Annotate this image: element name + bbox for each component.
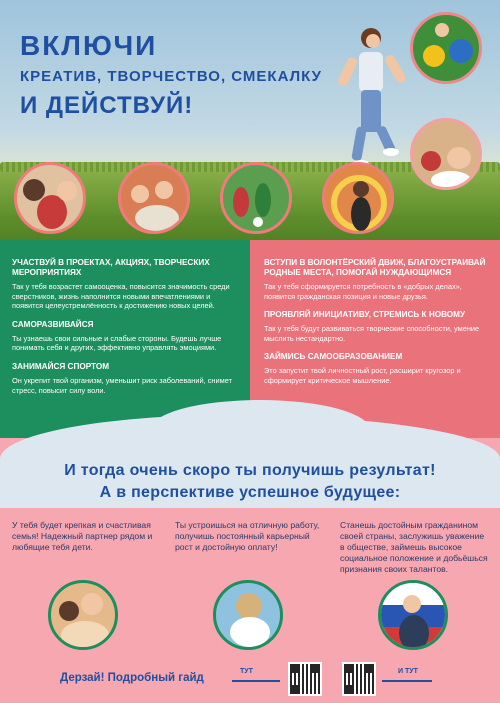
- result-citizen-text: Станешь достойным гражданином своей страны, заслужишь уважение в обществе, займешь высокое социальное положение и добьёшься признания своих талантов.: [340, 520, 488, 574]
- left-text-projects: Так у тебя возрастет самооценка, повысится значимость среди сверстников, жизнь наполнится новыми впечатлениями и появится целеустремлённость к достижению новых целей.: [12, 282, 230, 311]
- photo-students-laptop: [14, 162, 86, 234]
- result-career-text: Ты устроишься на отличную работу, получишь постоянный карьерный рост и достойную оплату!: [175, 520, 320, 552]
- qr-code-guide-1[interactable]: [288, 662, 322, 696]
- result-subheading: А в перспективе успешное будущее:: [99, 484, 401, 501]
- right-heading-selfeducation: ЗАЙМИСЬ САМООБРАЗОВАНИЕМ: [264, 352, 403, 362]
- right-text-initiative: Так у тебя будут развиваться творческие способности, умение мыслить нестандартно.: [264, 324, 480, 343]
- result-heading: И тогда очень скоро ты получишь результат!: [64, 462, 436, 479]
- arrow-left-icon: [382, 680, 432, 682]
- right-text-selfeducation: Это запустит твой личностный рост, расширит кругозор и сформирует критическое мышление.: [264, 366, 461, 385]
- qr-code-guide-2[interactable]: [342, 662, 376, 696]
- photo-children-playing: [410, 12, 482, 84]
- right-heading-initiative: ПРОЯВЛЯЙ ИНИЦИАТИВУ, СТРЕМИСЬ К НОВОМУ: [264, 310, 466, 320]
- qr-label-here: ТУТ: [240, 668, 253, 675]
- title-line-1: ВКЛЮЧИ: [20, 30, 158, 61]
- left-text-selfdev: Ты узнаешь свои сильные и слабые стороны. Будешь лучше понимать себя и других, эффективно управлять эмоциями.: [12, 333, 222, 353]
- running-girl-image: [335, 22, 405, 172]
- left-heading-projects: УЧАСТВУЙ В ПРОЕКТАХ, АКЦИЯХ, ТВОРЧЕСКИХ МЕРОПРИЯТИЯХ: [12, 258, 210, 277]
- result-family-text: У тебя будет крепкая и счастливая семья! Надежный партнер рядом и любящие тебя дети.: [12, 520, 153, 552]
- photo-classroom-group: [118, 162, 190, 234]
- cloud-shape-top: [150, 400, 370, 460]
- photo-football-kids: [220, 162, 292, 234]
- qr-label-and-here: И ТУТ: [398, 668, 418, 675]
- left-text-sport: Он укрепит твой организм, уменьшит риск заболеваний, снимет стресс, повысит силу воли.: [12, 375, 232, 395]
- left-heading-selfdev: САМОРАЗВИВАЙСЯ: [12, 319, 94, 329]
- photo-speaker-rainbow: [322, 162, 394, 234]
- title-line-2: КРЕАТИВ, ТВОРЧЕСТВО, СМЕКАЛКУ: [20, 68, 322, 85]
- left-heading-sport: ЗАНИМАЙСЯ СПОРТОМ: [12, 361, 110, 371]
- arrow-right-icon: [232, 680, 280, 682]
- title-line-3: И ДЕЙСТВУЙ!: [20, 92, 194, 119]
- photo-woman-laptop: [213, 580, 283, 650]
- photo-happy-family: [48, 580, 118, 650]
- right-heading-volunteer: ВСТУПИ В ВОЛОНТЁРСКИЙ ДВИЖ, БЛАГОУСТРАИВАЙ РОДНЫЕ МЕСТА, ПОМОГАЙ НУЖДАЮЩИМСЯ: [264, 258, 486, 277]
- photo-citizens-flag: [378, 580, 448, 650]
- guide-call-to-action: Дерзай! Подробный гайд: [60, 672, 204, 684]
- right-text-volunteer: Так у тебя сформируется потребность в «добрых делах», появится гражданская позиция и новые друзья.: [264, 282, 462, 301]
- photo-group-crafts: [410, 118, 482, 190]
